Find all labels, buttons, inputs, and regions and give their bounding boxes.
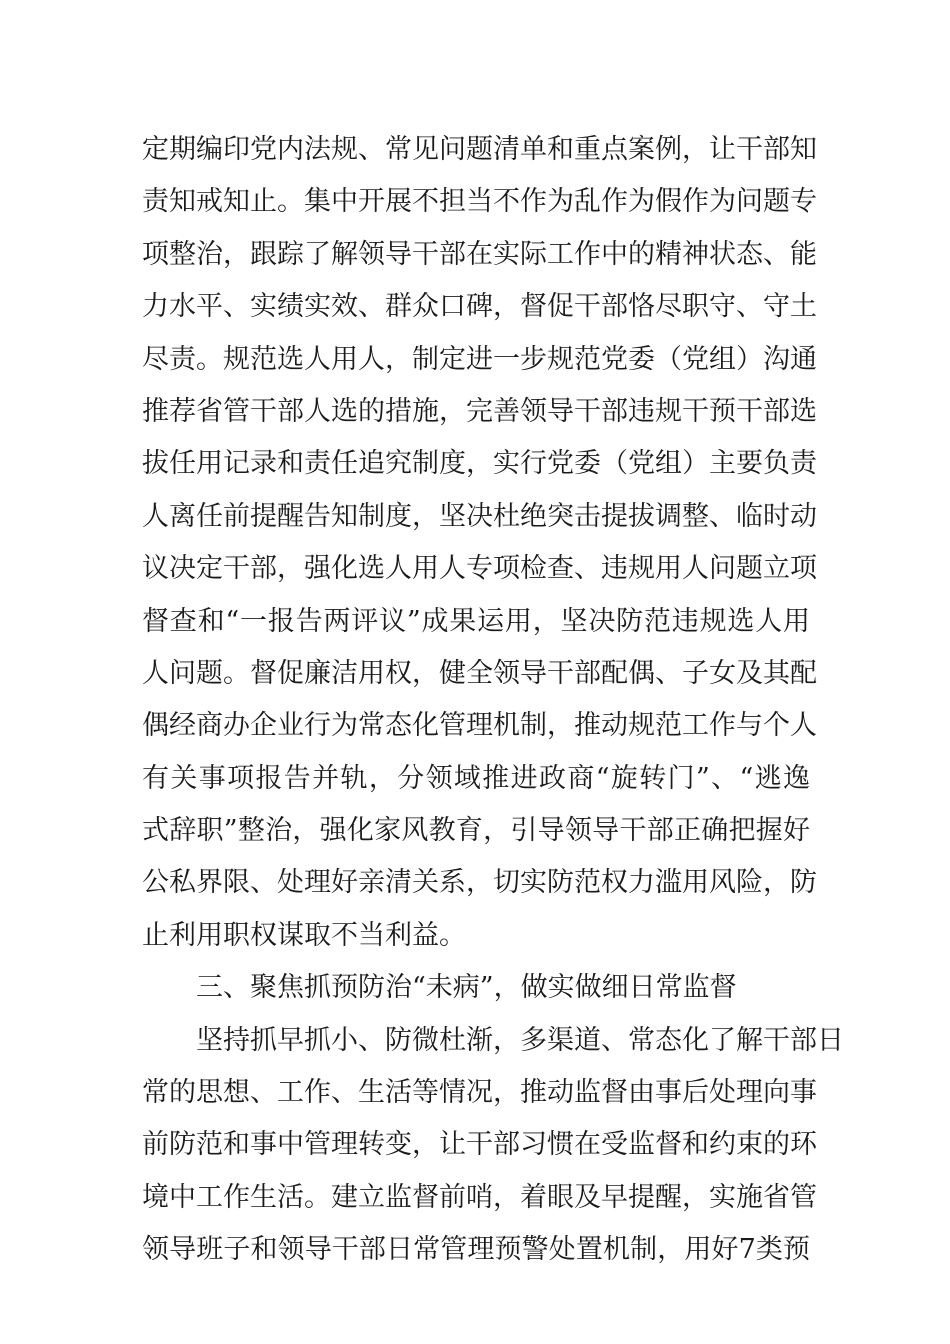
text-line: 定期编印党内法规、常见问题清单和重点案例，让干部知 (142, 134, 817, 165)
text-line: 常的思想、工作、生活等情况，推动监督由事后处理向事 (142, 1077, 817, 1109)
text-line: 领导班子和领导干部日常管理预警处置机制，用好7类预 (142, 1234, 810, 1266)
text-line: 人问题。督促廉洁用权，健全领导干部配偶、子女及其配 (142, 657, 817, 689)
text-line: 人离任前提醒告知制度，坚决杜绝突击提拔调整、临时动 (142, 500, 817, 532)
text-line: 推荐省管干部人选的措施，完善领导干部违规干预干部选 (142, 395, 817, 427)
paragraph (142, 124, 817, 962)
text-line: 督查和“一报告两评议”成果运用，坚决防范违规选人用 (142, 605, 810, 637)
text-line: 坚持抓早抓小、防微杜渐，多渠道、常态化了解干部日 (196, 1024, 844, 1056)
text-line: 偶经商办企业行为常态化管理机制，推动规范工作与个人 (142, 710, 817, 742)
text-line: 有关事项报告并轨，分领域推进政商“旋转门”、“逃逸 (142, 762, 810, 794)
heading-line: 三、聚焦抓预防治“未病”，做实做细日常监督 (196, 972, 737, 1004)
text-line: 项整治，跟踪了解领导干部在实际工作中的精神状态、能 (142, 238, 817, 270)
text-line: 尽责。规范选人用人，制定进一步规范党委（党组）沟通 (142, 343, 817, 375)
text-line: 拔任用记录和责任追究制度，实行党委（党组）主要负责 (142, 448, 817, 480)
text-line: 境中工作生活。建立监督前哨，着眼及早提醒，实施省管 (142, 1181, 817, 1213)
text-line: 议决定干部，强化选人用人专项检查、违规用人问题立项 (142, 553, 817, 585)
section-heading (142, 962, 810, 1014)
text-line: 式辞职”整治，强化家风教育，引导领导干部正确把握好 (142, 815, 810, 847)
text-line: 责知戒知止。集中开展不担当不作为乱作为假作为问题专 (142, 186, 817, 218)
paragraph (142, 1015, 844, 1277)
text-line: 止利用职权谋取不当利益。 (142, 919, 466, 951)
text-line: 前防范和事中管理转变，让干部习惯在受监督和约束的环 (142, 1129, 817, 1161)
body-text (142, 124, 844, 1277)
text-line: 公私界限、处理好亲清关系，切实防范权力滥用风险，防 (142, 867, 817, 899)
text-line: 力水平、实绩实效、群众口碑，督促干部恪尽职守、守土 (142, 291, 817, 323)
